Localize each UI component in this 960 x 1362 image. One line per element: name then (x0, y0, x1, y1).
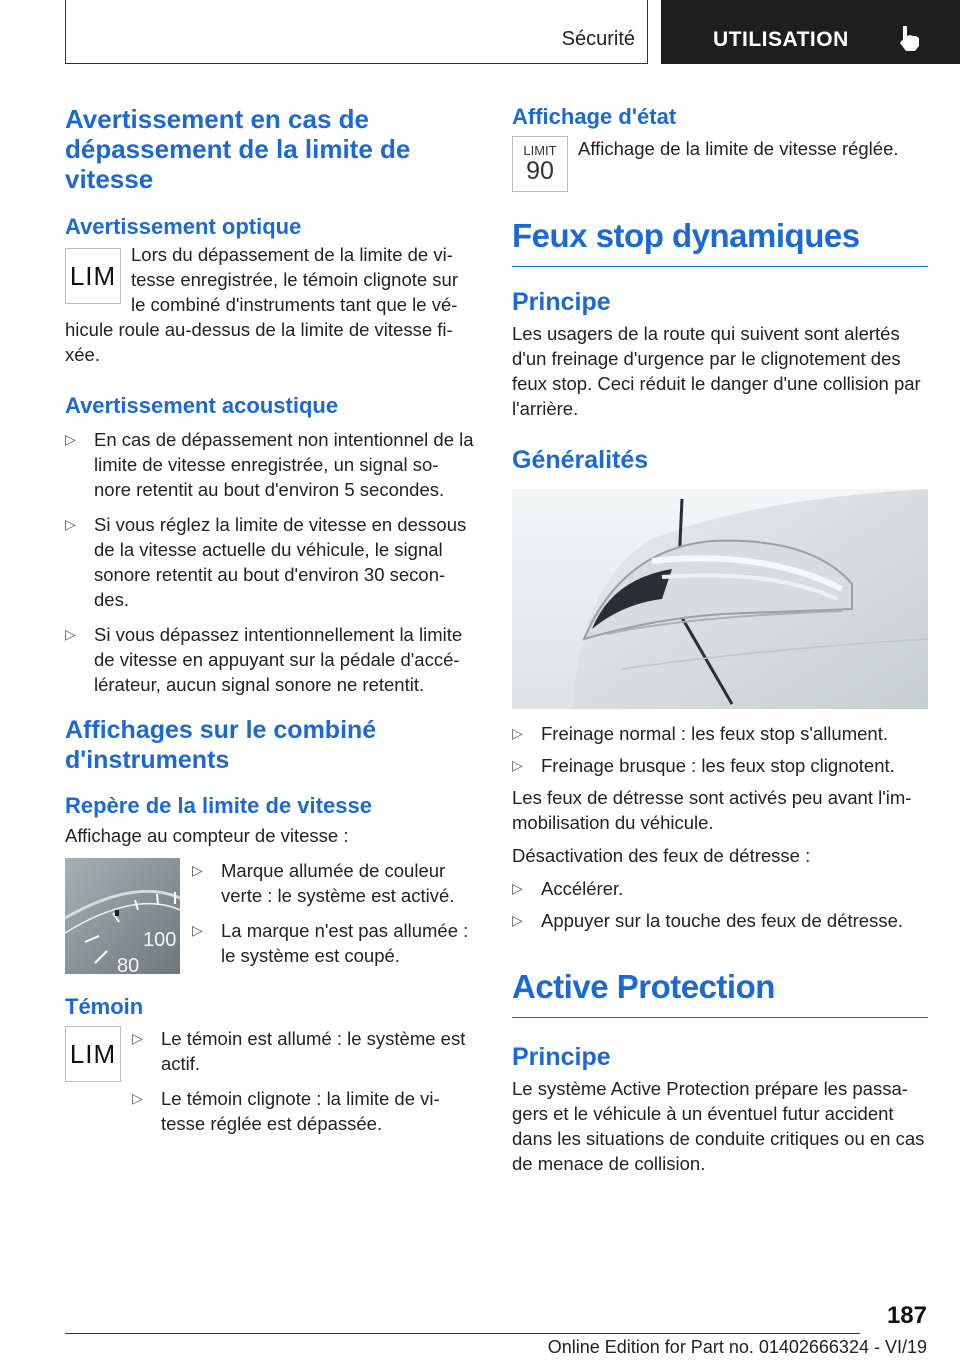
list-item (512, 876, 928, 901)
header-chapter-title: UTILISATION (713, 28, 849, 51)
deactivate-list (512, 876, 928, 933)
bullet-triangle-icon: ▷ (65, 431, 76, 447)
speedometer-gauge-image (65, 858, 180, 974)
list-item-text: En cas de dépassement non intentionnel de la limite de vitesse enregistrée, un signal so-nore retentit au bout d'environ 5 secondes. (94, 429, 474, 500)
tail-light-photo (512, 489, 928, 709)
header-section-box (65, 0, 648, 64)
footer-divider (65, 1333, 860, 1334)
list-item-text: Freinage normal : les feux stop s'allument. (541, 723, 888, 744)
bullet-triangle-icon: ▷ (512, 725, 523, 741)
bullet-triangle-icon: ▷ (192, 922, 203, 938)
heading-indicator: Témoin (65, 994, 144, 1019)
bullet-triangle-icon: ▷ (192, 862, 203, 878)
left-column (65, 104, 475, 1136)
principle-1-text: Les usagers de la route qui suivent sont alertés d'un freinage d'urgence par le clignotement des feux stop. Ceci réduit le danger d'une collision par l'arrière. (512, 323, 921, 419)
right-column (512, 104, 928, 1176)
bullet-triangle-icon: ▷ (512, 880, 523, 896)
header-section-title: Sécurité (561, 28, 635, 50)
header-chapter-tab (661, 0, 960, 64)
heading-generalities: Généralités (512, 446, 649, 474)
list-item-text: Marque allumée de couleur verte : le système est activé. (221, 860, 455, 906)
list-item (132, 1026, 477, 1076)
gauge-label-80: 80 (117, 955, 140, 974)
list-item-text: Le témoin est allumé : le système est actif. (161, 1028, 466, 1074)
list-item (192, 858, 477, 908)
list-item-text: Le témoin clignote : la limite de vi-tesse réglée est dépassée. (161, 1088, 440, 1134)
list-item-text: Appuyer sur la touche des feux de détresse. (541, 910, 903, 931)
marker-intro-text: Affichage au compteur de vitesse : (65, 825, 349, 846)
heading-cluster-displays: Affichages sur le combiné d'instruments (65, 716, 377, 774)
bullet-triangle-icon: ▷ (132, 1030, 143, 1046)
list-item (512, 753, 928, 778)
footer-edition: Online Edition for Part no. 01402666324 - VI/19 (547, 1337, 927, 1357)
limit-90-icon (512, 136, 568, 192)
list-item-text: Si vous réglez la limite de vitesse en dessous de la vitesse actuelle du véhicule, le signal sonore retentit au bout d'environ 30 secon-des. (94, 514, 467, 610)
list-item (512, 908, 928, 933)
gauge-label-100: 100 (143, 929, 177, 951)
acoustic-warning-list (65, 427, 475, 697)
list-item-text: Si vous dépassez intentionnellement la limite de vitesse en appuyant sur la pédale d'accé-lérateur, aucun signal sonore ne retentit. (94, 624, 463, 695)
status-display-text: Affichage de la limite de vitesse réglée. (578, 138, 899, 159)
bullet-triangle-icon: ▷ (65, 626, 76, 642)
lim-indicator-icon (65, 1026, 121, 1082)
list-item (132, 1086, 477, 1136)
lim-icon-label: LIM (69, 1038, 117, 1069)
lim-icon-label: LIM (69, 260, 117, 291)
principle-2-text: Le système Active Protection prépare les passa-gers et le véhicule à un éventuel futur accident dans les situations de conduite critiques ou en cas de menace de collision. (512, 1078, 925, 1174)
bullet-triangle-icon: ▷ (65, 516, 76, 532)
bullet-triangle-icon: ▷ (512, 912, 523, 928)
heading-acoustic-warning: Avertissement acoustique (65, 393, 339, 418)
list-item-text: La marque n'est pas allumée : le système est coupé. (221, 920, 469, 966)
hazard-lights-text: Les feux de détresse sont activés peu avant l'im-mobilisation du véhicule. (512, 787, 912, 833)
list-item (65, 622, 475, 697)
list-item (65, 427, 475, 502)
indicator-list (132, 1026, 477, 1146)
heading-dynamic-brake-lights: Feux stop dynamiques (512, 216, 928, 267)
brake-behavior-list (512, 721, 928, 778)
heading-principle-1: Principe (512, 288, 611, 316)
pointing-hand-icon (897, 24, 923, 52)
heading-status-display: Affichage d'état (512, 104, 677, 129)
heading-optical-warning: Avertissement optique (65, 214, 302, 239)
list-item (192, 918, 477, 968)
limit-icon-value: 90 (526, 156, 554, 185)
list-item (512, 721, 928, 746)
lim-indicator-icon (65, 248, 121, 304)
deactivate-intro-text: Désactivation des feux de détresse : (512, 845, 811, 866)
heading-principle-2: Principe (512, 1043, 611, 1071)
heading-speed-warning: Avertissement en cas de dépassement de la limite de vitesse (65, 104, 411, 194)
page-number: 187 (886, 1302, 927, 1329)
list-item-text: Freinage brusque : les feux stop clignotent. (541, 755, 895, 776)
bullet-triangle-icon: ▷ (132, 1090, 143, 1106)
heading-active-protection: Active Protection (512, 967, 928, 1018)
bullet-triangle-icon: ▷ (512, 757, 523, 773)
optical-warning-text: Lors du dépassement de la limite de vi-tesse enregistrée, le témoin clignote sur le combiné d'instruments tant que le vé-hicule roule au-dessus de la limite de vitesse fi-xée. (65, 244, 459, 365)
limit-icon-top-label: LIMIT (523, 142, 557, 158)
heading-speed-limit-marker: Repère de la limite de vitesse (65, 793, 372, 818)
list-item-text: Accélérer. (541, 878, 624, 899)
list-item (65, 512, 475, 612)
marker-list (192, 858, 477, 978)
